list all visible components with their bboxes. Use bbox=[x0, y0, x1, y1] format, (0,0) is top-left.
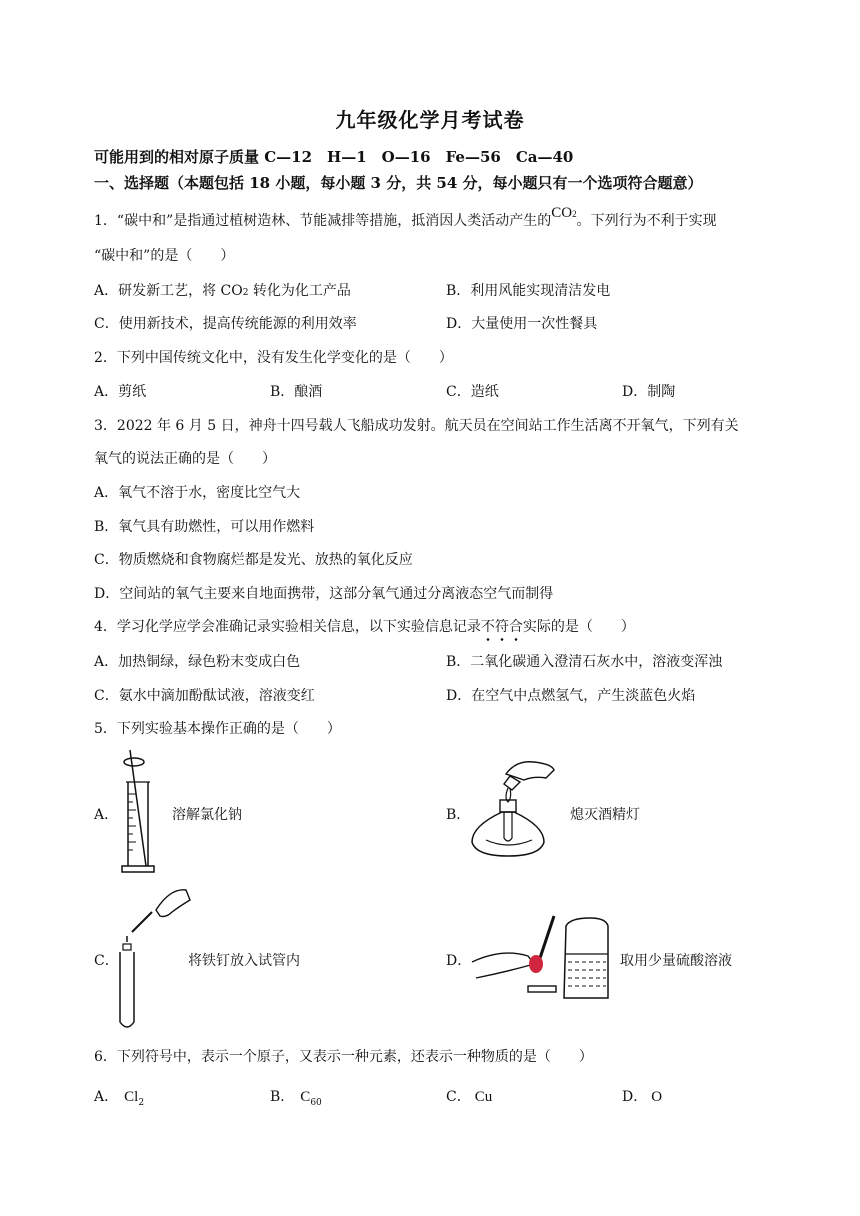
q2-option-b[interactable]: B．酿酒 bbox=[270, 384, 323, 400]
dropper-bottle-illustration bbox=[470, 910, 610, 1002]
q3-option-a[interactable]: A．氧气不溶于水，密度比空气大 bbox=[94, 485, 301, 501]
q1-option-a[interactable] bbox=[94, 280, 351, 300]
q6-option-b[interactable] bbox=[270, 1086, 322, 1108]
q6-option-a[interactable] bbox=[94, 1086, 144, 1108]
q1-a-text-2: 转化为化工产品 bbox=[248, 283, 351, 299]
graduated-cylinder-illustration bbox=[116, 748, 164, 876]
q4-option-a[interactable]: A．加热铜绿，绿色粉末变成白色 bbox=[94, 654, 301, 670]
test-tube-nail-illustration bbox=[112, 886, 192, 1032]
q6-option-c[interactable] bbox=[446, 1086, 492, 1106]
co2-base: CO bbox=[551, 205, 573, 221]
q4-option-b[interactable]: B．二氧化碳通入澄清石灰水中，溶液变浑浊 bbox=[446, 654, 723, 670]
question-1-stem bbox=[94, 205, 717, 230]
q4-stem-post: 实际的是（ ） bbox=[522, 619, 635, 635]
question-1-stem-cont: “碳中和”的是（ ） bbox=[94, 248, 235, 264]
q6-a-letter: A． bbox=[94, 1089, 119, 1105]
q1-stem-b: 。下列行为不利于实现 bbox=[576, 213, 717, 229]
q6-a-symbol: Cl bbox=[124, 1089, 139, 1105]
question-3-stem-cont: 氧气的说法正确的是（ ） bbox=[94, 451, 276, 467]
q4-emphasis: 不符合 bbox=[481, 616, 523, 636]
q6-b-sub: 60 bbox=[310, 1098, 322, 1108]
q1-a-text: A．研发新工艺，将 CO bbox=[94, 283, 243, 299]
question-4-stem bbox=[94, 616, 635, 636]
q2-option-c[interactable]: C．造纸 bbox=[446, 384, 499, 400]
question-2-stem: 2．下列中国传统文化中，没有发生化学变化的是（ ） bbox=[94, 350, 453, 366]
q5-option-d[interactable]: D． bbox=[446, 953, 472, 969]
q5-b-caption: 熄灭酒精灯 bbox=[570, 807, 640, 823]
page-title: 九年级化学月考试卷 bbox=[335, 108, 525, 132]
q6-c-letter: C． bbox=[446, 1089, 471, 1105]
q6-d-symbol: O bbox=[651, 1089, 663, 1105]
question-6-stem: 6．下列符号中，表示一个原子，又表示一种元素，还表示一种物质的是（ ） bbox=[94, 1049, 593, 1065]
q6-c-symbol: Cu bbox=[474, 1089, 493, 1105]
q6-option-d[interactable] bbox=[622, 1086, 662, 1106]
co2-formula bbox=[551, 205, 576, 221]
alcohol-lamp-illustration bbox=[466, 752, 562, 864]
q4-stem-pre: 4．学习化学应学会准确记录实验相关信息，以下实验信息记录 bbox=[94, 619, 481, 635]
q4-option-c[interactable]: C．氨水中滴加酚酞试液，溶液变红 bbox=[94, 688, 315, 704]
q2-option-a[interactable]: A．剪纸 bbox=[94, 384, 147, 400]
q5-option-a[interactable]: A． bbox=[94, 807, 119, 823]
question-5-stem: 5．下列实验基本操作正确的是（ ） bbox=[94, 721, 341, 737]
q1-a-sub: 2 bbox=[242, 288, 249, 298]
q3-option-b[interactable]: B．氧气具有助燃性，可以用作燃料 bbox=[94, 519, 315, 535]
section-heading: 一、选择题（本题包括 18 小题，每小题 3 分，共 54 分，每小题只有一个选项符合题意） bbox=[94, 174, 703, 192]
q3-option-d[interactable]: D．空间站的氧气主要来自地面携带，这部分氧气通过分离液态空气而制得 bbox=[94, 586, 554, 602]
q1-option-b[interactable]: B．利用风能实现清洁发电 bbox=[446, 283, 611, 299]
q1-stem-a: 1．“碳中和”是指通过植树造林、节能减排等措施，抵消因人类活动产生的 bbox=[94, 213, 552, 229]
q5-a-caption: 溶解氯化钠 bbox=[172, 807, 242, 823]
q2-option-d[interactable]: D．制陶 bbox=[622, 384, 676, 400]
q4-option-d[interactable]: D．在空气中点燃氢气，产生淡蓝色火焰 bbox=[446, 688, 696, 704]
q1-option-c[interactable]: C．使用新技术，提高传统能源的利用效率 bbox=[94, 316, 357, 332]
question-3-stem: 3．2022 年 6 月 5 日，神舟十四号载人飞船成功发射。航天员在空间站工作生活离不开氧气，下列有关 bbox=[94, 418, 739, 434]
co2-subscript: 2 bbox=[572, 209, 577, 219]
q6-b-symbol: C bbox=[300, 1089, 311, 1105]
q1-option-d[interactable]: D．大量使用一次性餐具 bbox=[446, 316, 598, 332]
atomic-masses: 可能用到的相对原子质量 C—12 H—1 O—16 Fe—56 Ca—40 bbox=[94, 148, 574, 166]
q5-option-b[interactable]: B． bbox=[446, 807, 471, 823]
q6-d-letter: D． bbox=[622, 1089, 648, 1105]
q6-b-letter: B． bbox=[270, 1089, 295, 1105]
q5-d-caption: 取用少量硫酸溶液 bbox=[620, 953, 732, 969]
q5-option-c[interactable]: C． bbox=[94, 953, 119, 969]
q3-option-c[interactable]: C．物质燃烧和食物腐烂都是发光、放热的氧化反应 bbox=[94, 552, 413, 568]
q6-a-sub: 2 bbox=[138, 1098, 145, 1108]
q5-c-caption: 将铁钉放入试管内 bbox=[188, 953, 300, 969]
